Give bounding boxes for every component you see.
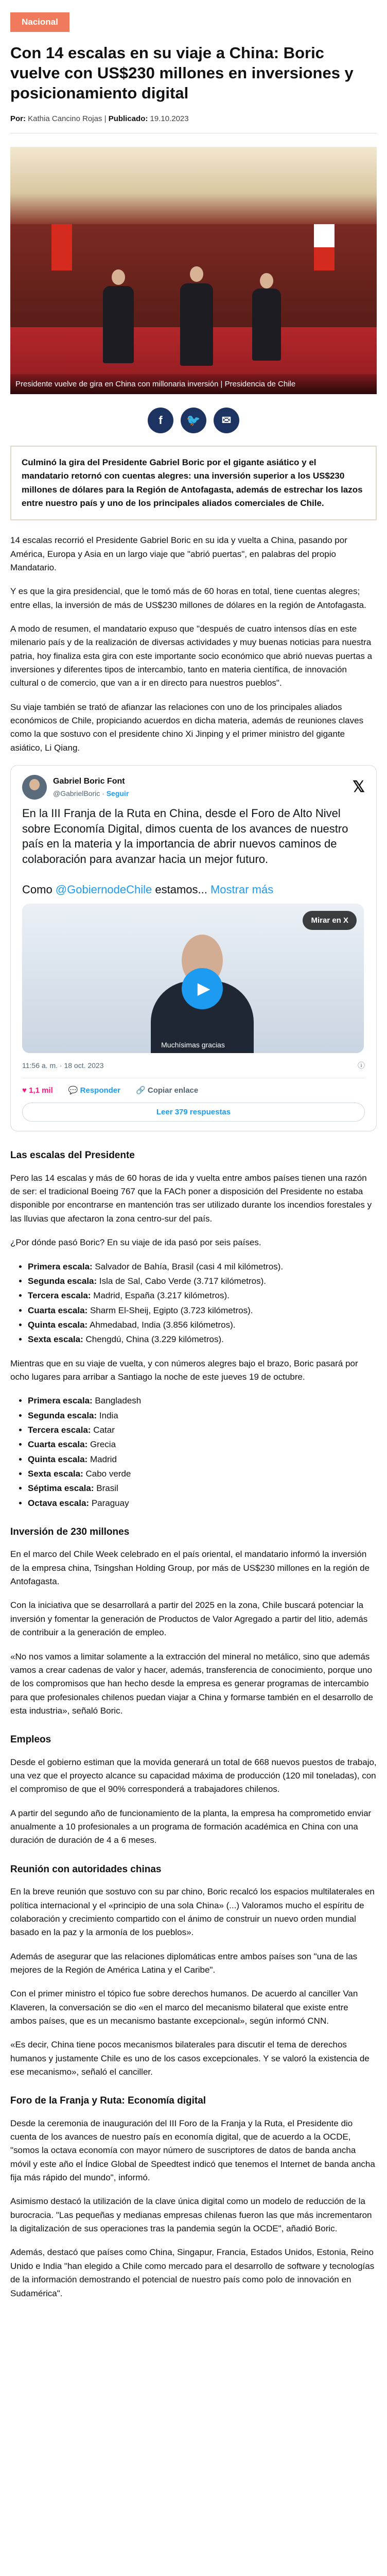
article-title: Con 14 escalas en su viaje a China: Boric vuelve con US$230 millones en inversiones y posicionamiento digital: [10, 44, 354, 102]
section-paragraph: «Es decir, China tiene pocos mecanismos bilaterales para discutir el tema de derechos humanos y justamente Chile es uno de los casos excepcionales. Y se valoró la existencia de ese mecanismo», señaló el canciller.: [10, 2040, 370, 2077]
list-item: • Quinta escala: Ahmedabad, India (3.856 kilómetros).: [28, 1318, 377, 1332]
section-paragraph: A partir del segundo año de funcionamiento de la planta, la empresa ha comprometido enviar anualmente a 10 profesionales a un programa de formación académica en China con una duración de duración de 4 a 6 meses.: [10, 1808, 372, 1845]
list-item: • Séptima escala: Brasil: [28, 1482, 377, 1495]
chilean-flag-icon: [314, 224, 335, 270]
email-icon[interactable]: ✉: [214, 408, 239, 433]
avatar[interactable]: [22, 775, 47, 800]
section-paragraph: ¿Por dónde pasó Boric? En su viaje de ida pasó por seis países.: [10, 1238, 261, 1248]
tweet-video[interactable]: [22, 904, 364, 1053]
share-bar: [10, 408, 377, 433]
reply-button[interactable]: 💬 Responder: [68, 1086, 120, 1095]
intro-paragraph: 14 escalas recorrió el Presidente Gabriel Boric en su ida y vuelta a China, pasando por América, Europa y Asia en un largo viaje que "abrió puertas", en palabras del propio Mandatario.: [10, 535, 347, 572]
section-paragraph: En el marco del Chile Week celebrado en el país oriental, el mandatario informó la inversión de la empresa china, Tsingshan Holding Group, por más de US$230 millones en la región de Antofagasta.: [10, 1549, 370, 1587]
read-replies-button[interactable]: Leer 379 respuestas: [22, 1103, 365, 1122]
author-label: Por:: [10, 114, 26, 123]
twitter-icon[interactable]: 🐦: [181, 408, 206, 433]
return-stops-list: [28, 1394, 377, 1510]
category-badge[interactable]: Nacional: [10, 12, 69, 32]
lead-paragraph: Culminó la gira del Presidente Gabriel Boric por el gigante asiático y el mandatario retornó con cuentas alegres: una inversión superior a los US$230 millones de dólares para la Región de Antofagasta, además de estrechar los lazos entre nuestro país y uno de los principales aliados comerciales de Chile.: [10, 446, 377, 520]
section-heading: Empleos: [10, 1734, 51, 1745]
intro-paragraph: Y es que la gira presidencial, que le tomó más de 60 horas en total, tiene cuentas alegres; entre ellas, la inversión de más de US$230 millones de dólares en la región de Antofagasta.: [10, 586, 366, 610]
publish-date: 19.10.2023: [150, 114, 189, 123]
list-item: • Segunda escala: Isla de Sal, Cabo Verde (3.717 kilómetros).: [28, 1275, 377, 1288]
show-more-link[interactable]: Mostrar más: [210, 883, 274, 896]
section-heading: Reunión con autoridades chinas: [10, 1863, 162, 1875]
outbound-stops-list: [28, 1260, 377, 1347]
list-item: • Tercera escala: Madrid, España (3.217 kilómetros).: [28, 1289, 377, 1302]
watch-on-x-button[interactable]: Mirar en X: [303, 911, 357, 930]
date-label: Publicado:: [108, 114, 148, 123]
play-icon[interactable]: ▶: [182, 968, 223, 1009]
byline: Por: Kathia Cancino Rojas | Publicado: 19.10.2023: [10, 113, 377, 133]
follow-button[interactable]: Seguir: [106, 789, 129, 798]
chinese-flag-icon: [51, 224, 72, 270]
hero-caption: Presidente vuelve de gira en China con millonaria inversión | Presidencia de Chile: [10, 374, 377, 394]
intro-paragraph: Su viaje también se trató de afianzar las relaciones con uno de los principales aliados económicos de Chile, propiciando acuerdos en dicha materia, además de reuniones claves como la que sostuvo con el presidente chino Xi Jinping y el primer ministro del gigante asiático, Li Qiang.: [10, 702, 364, 753]
section-heading: Las escalas del Presidente: [10, 1150, 135, 1161]
video-subtitle: Muchísimas gracias: [161, 1041, 225, 1049]
like-button[interactable]: ♥ 1,1 mil: [22, 1086, 53, 1095]
section-paragraph: Con la iniciativa que se desarrollará a partir del 2025 en la zona, Chile buscará potenciar la inversión y fomentar la generación de Productos de Valor Agregado a partir del litio, además de contribuir a la generación de empleo.: [10, 1600, 368, 1638]
tweet-timestamp[interactable]: 11:56 a. m. · 18 oct. 2023: [22, 1061, 104, 1070]
section-paragraph: Asimismo destacó la utilización de la clave única digital como un modelo de reducción de la burocracia. "Las pequeñas y medianas empresas chilenas fueron las que más incrementaron la digitalización de sus operaciones tras la pandemia según la OCDE", añadió Boric.: [10, 2196, 372, 2234]
list-item: • Primera escala: Salvador de Bahía, Brasil (casi 4 mil kilómetros).: [28, 1260, 377, 1274]
list-item: • Sexta escala: Chengdú, China (3.229 kilómetros).: [28, 1333, 377, 1346]
section-paragraph: Desde la ceremonia de inauguración del III Foro de la Franja y la Ruta, el Presidente dio cuenta de los avances de nuestro país en economía digital, que de acuerdo a la OCDE, "somos la octava economía con mayor número de suscriptores de datos de banda ancha móvil y este año el Índice Global de Speedtest indicó que tenemos el Internet de banda ancha fija más rápido del mundo", informó.: [10, 2118, 375, 2183]
section-paragraph: Desde el gobierno estiman que la movida generará un total de 668 nuevos puestos de trabajo, una vez que el proyecto alcance su capacidad máxima de producción (120 mil toneladas), con el compromiso de que el 90% corresponderá a trabajadores chilenos.: [10, 1757, 377, 1794]
section-heading: Foro de la Franja y Ruta: Economía digital: [10, 2095, 206, 2107]
tweet-text: En la III Franja de la Ruta en China, desde el Foro de Alto Nivel sobre Economía Digital, dimos cuenta de los avances de nuestro país en la materia y la importancia de abrir nuevos caminos de colaboración para avanzar hacia un mejor futuro. Como @GobiernodeChile estamos... Mostrar más: [22, 807, 348, 896]
x-logo-icon[interactable]: 𝕏: [352, 778, 365, 795]
section-paragraph: Pero las 14 escalas y más de 60 horas de ida y vuelta entre ambos países tienen una razón de ser: el tradicional Boeing 767 que la FACh poner a disposición del Presidente no estaba disponible por encontrarse en mantención tras ser utilizado durante los incendios forestales y las lluvias que afectaron la zona centro-sur del país.: [10, 1173, 372, 1224]
section-paragraph: Además de asegurar que las relaciones diplomáticas entre ambos países son "una de las mejores de la Región de América Latina y el Caribe".: [10, 1951, 358, 1975]
list-item: • Octava escala: Paraguay: [28, 1497, 377, 1510]
tweet-mention-link[interactable]: @GobiernodeChile: [55, 883, 152, 896]
facebook-icon[interactable]: f: [148, 408, 173, 433]
intro-paragraph: A modo de resumen, el mandatario expuso que "después de cuatro intensos días en este milenario país y de la realización de diversas actividades y muy buenas noticias para nuestra patria, hoy finaliza esta gira con este importante socio económico que abrió nuevas puertas a inversiones y diferentes tipos de intercambio, tanto en materia científica, de innovación cultural o de comercio, que van a ir en directo para nuestros pueblos".: [10, 623, 373, 688]
author-name[interactable]: Kathia Cancino Rojas: [28, 114, 102, 123]
tweet-author-name[interactable]: Gabriel Boric Font: [53, 776, 125, 786]
section-paragraph: Además, destacó que países como China, Singapur, Francia, Estados Unidos, Estonia, Reino Unido e India "han elegido a Chile como mercado para el desarrollo de software y tecnologías de la información demostrando el potencial de nuestro país como polo de innovación en Sudamérica".: [10, 2247, 375, 2298]
section-heading: Inversión de 230 millones: [10, 1527, 130, 1537]
list-item: • Cuarta escala: Sharm El-Sheij, Egipto (3.723 kilómetros).: [28, 1304, 377, 1317]
list-item: • Sexta escala: Cabo verde: [28, 1467, 377, 1481]
section-paragraph: Mientras que en su viaje de vuelta, y con números alegres bajo el brazo, Boric pasará por ocho lugares para arribar a Santiago la noche de este jueves 19 de octubre.: [10, 1358, 358, 1382]
list-item: • Primera escala: Bangladesh: [28, 1394, 377, 1408]
list-item: • Tercera escala: Catar: [28, 1423, 377, 1437]
hero-image: [10, 147, 377, 394]
embedded-tweet: Gabriel Boric Font @GabrielBoric · Seguir 𝕏 En la III Franja de la Ruta en China, desde el Foro de Alto Nivel sobre Economía Digital, dimos cuenta de los avances de nuestro país en la materia y la importancia de abrir nuevos caminos de colaboración para avanzar hacia un mejor futuro. Como @GobiernodeChile estamos... Mostrar más ▶ Mirar en X Muchísimas gracias 11:56 a. m. · 18 oct. 2023 ⓘ ♥ 1,1 mil 💬 Responder 🔗 Copiar enlace Leer 379 respuestas: [10, 765, 377, 1131]
list-item: • Segunda escala: India: [28, 1409, 377, 1422]
section-paragraph: En la breve reunión que sostuvo con su par chino, Boric recalcó los espacios multilaterales en política internacional y el «principio de una sola China» (...) Valoramos mucho el espíritu de colaboración y crecimiento compartido con el ánimo de construir un nuevo orden mundial basado en la paz y la armonía de los pueblos».: [10, 1887, 375, 1938]
list-item: • Quinta escala: Madrid: [28, 1453, 377, 1466]
list-item: • Cuarta escala: Grecia: [28, 1438, 377, 1451]
info-icon[interactable]: ⓘ: [358, 1061, 365, 1070]
copy-link-button[interactable]: 🔗 Copiar enlace: [136, 1086, 199, 1095]
section-paragraph: «No nos vamos a limitar solamente a la extracción del mineral no metálico, sino que además vamos a crear cadenas de valor y hacer, además, transferencia de conocimiento, porque uno de los compromisos que han hecho desde la empresa es generar programas de intercambio para que profesionales chilenos puedan viajar a China y formarse también en el desarrollo de esta industria», señaló Boric.: [10, 1651, 373, 1716]
tweet-handle[interactable]: @GabrielBoric: [53, 789, 100, 798]
section-paragraph: Con el primer ministro el tópico fue sobre derechos humanos. De acuerdo al canciller Van Klaveren, la conversación se dio «en el marco del mecanismo bilateral que existe entre ambos países, que es un mecanismo bastante excepcional», según informó CNN.: [10, 1989, 358, 2026]
